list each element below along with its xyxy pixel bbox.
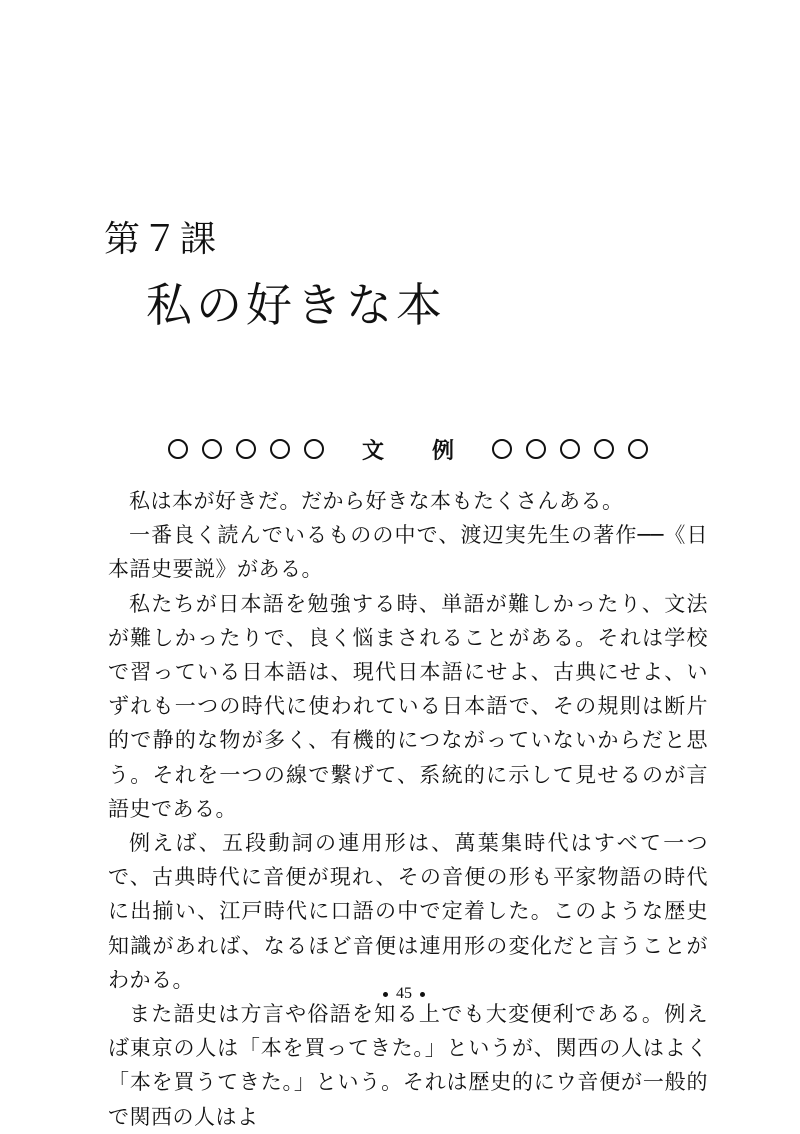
- circle-ornament-icon: [236, 439, 256, 459]
- circle-ornament-icon: [202, 439, 222, 459]
- section-header-label: [362, 434, 454, 465]
- circle-ornament-icon: [560, 439, 580, 459]
- circle-ornament-icon: [492, 439, 512, 459]
- section-header-example: [168, 432, 648, 466]
- section-header-char: 例: [432, 438, 455, 464]
- paragraph: 私たちが日本語を勉強する時、単語が難しかったり、文法が難しかったりで、良く悩まされることがある。それは学校で習っている日本語は、現代日本語にせよ、古典にせよ、いずれも一つの時代に使われている日本語で、その規則は断片的で静的な物が多く、有機的につながっていないからだと思う。それを一つの線で繫げて、系統的に示して見せるのが言語史である。: [108, 591, 708, 821]
- dot-icon: [383, 992, 388, 997]
- page-number: [366, 986, 442, 1002]
- left-circle-ornament: [168, 439, 324, 459]
- example-text-body: [108, 484, 708, 1134]
- section-header-char: 文: [361, 438, 384, 464]
- circle-ornament-icon: [304, 439, 324, 459]
- paragraph: また語史は方言や俗語を知る上でも大変便利である。例えば東京の人は「本を買ってきた。」というが、関西の人はよく「本を買うてきた。」という。それは歴史的にウ音便が一般的で関西の人はよ: [108, 1002, 708, 1129]
- lesson-title: 私の好きな本: [146, 278, 446, 332]
- lesson-number: 第７課: [104, 219, 219, 260]
- paragraph: 一番良く読んでいるものの中で、渡辺実先生の著作──《日本語史要説》がある。: [108, 523, 708, 582]
- circle-ornament-icon: [526, 439, 546, 459]
- paragraph: 例えば、五段動詞の連用形は、萬葉集時代はすべて一つで、古典時代に音便が現れ、その音便の形も平家物語の時代に出揃い、江戸時代に口語の中で定着した。このような歴史知識があれば、なるほど音便は連用形の変化だと言うことがわかる。: [108, 831, 708, 992]
- dot-icon: [420, 992, 425, 997]
- circle-ornament-icon: [594, 439, 614, 459]
- circle-ornament-icon: [628, 439, 648, 459]
- circle-ornament-icon: [168, 439, 188, 459]
- paragraph: 私は本が好きだ。だから好きな本もたくさんある。: [129, 489, 624, 513]
- page-number-value: 45: [396, 985, 412, 1002]
- circle-ornament-icon: [270, 439, 290, 459]
- right-circle-ornament: [492, 439, 648, 459]
